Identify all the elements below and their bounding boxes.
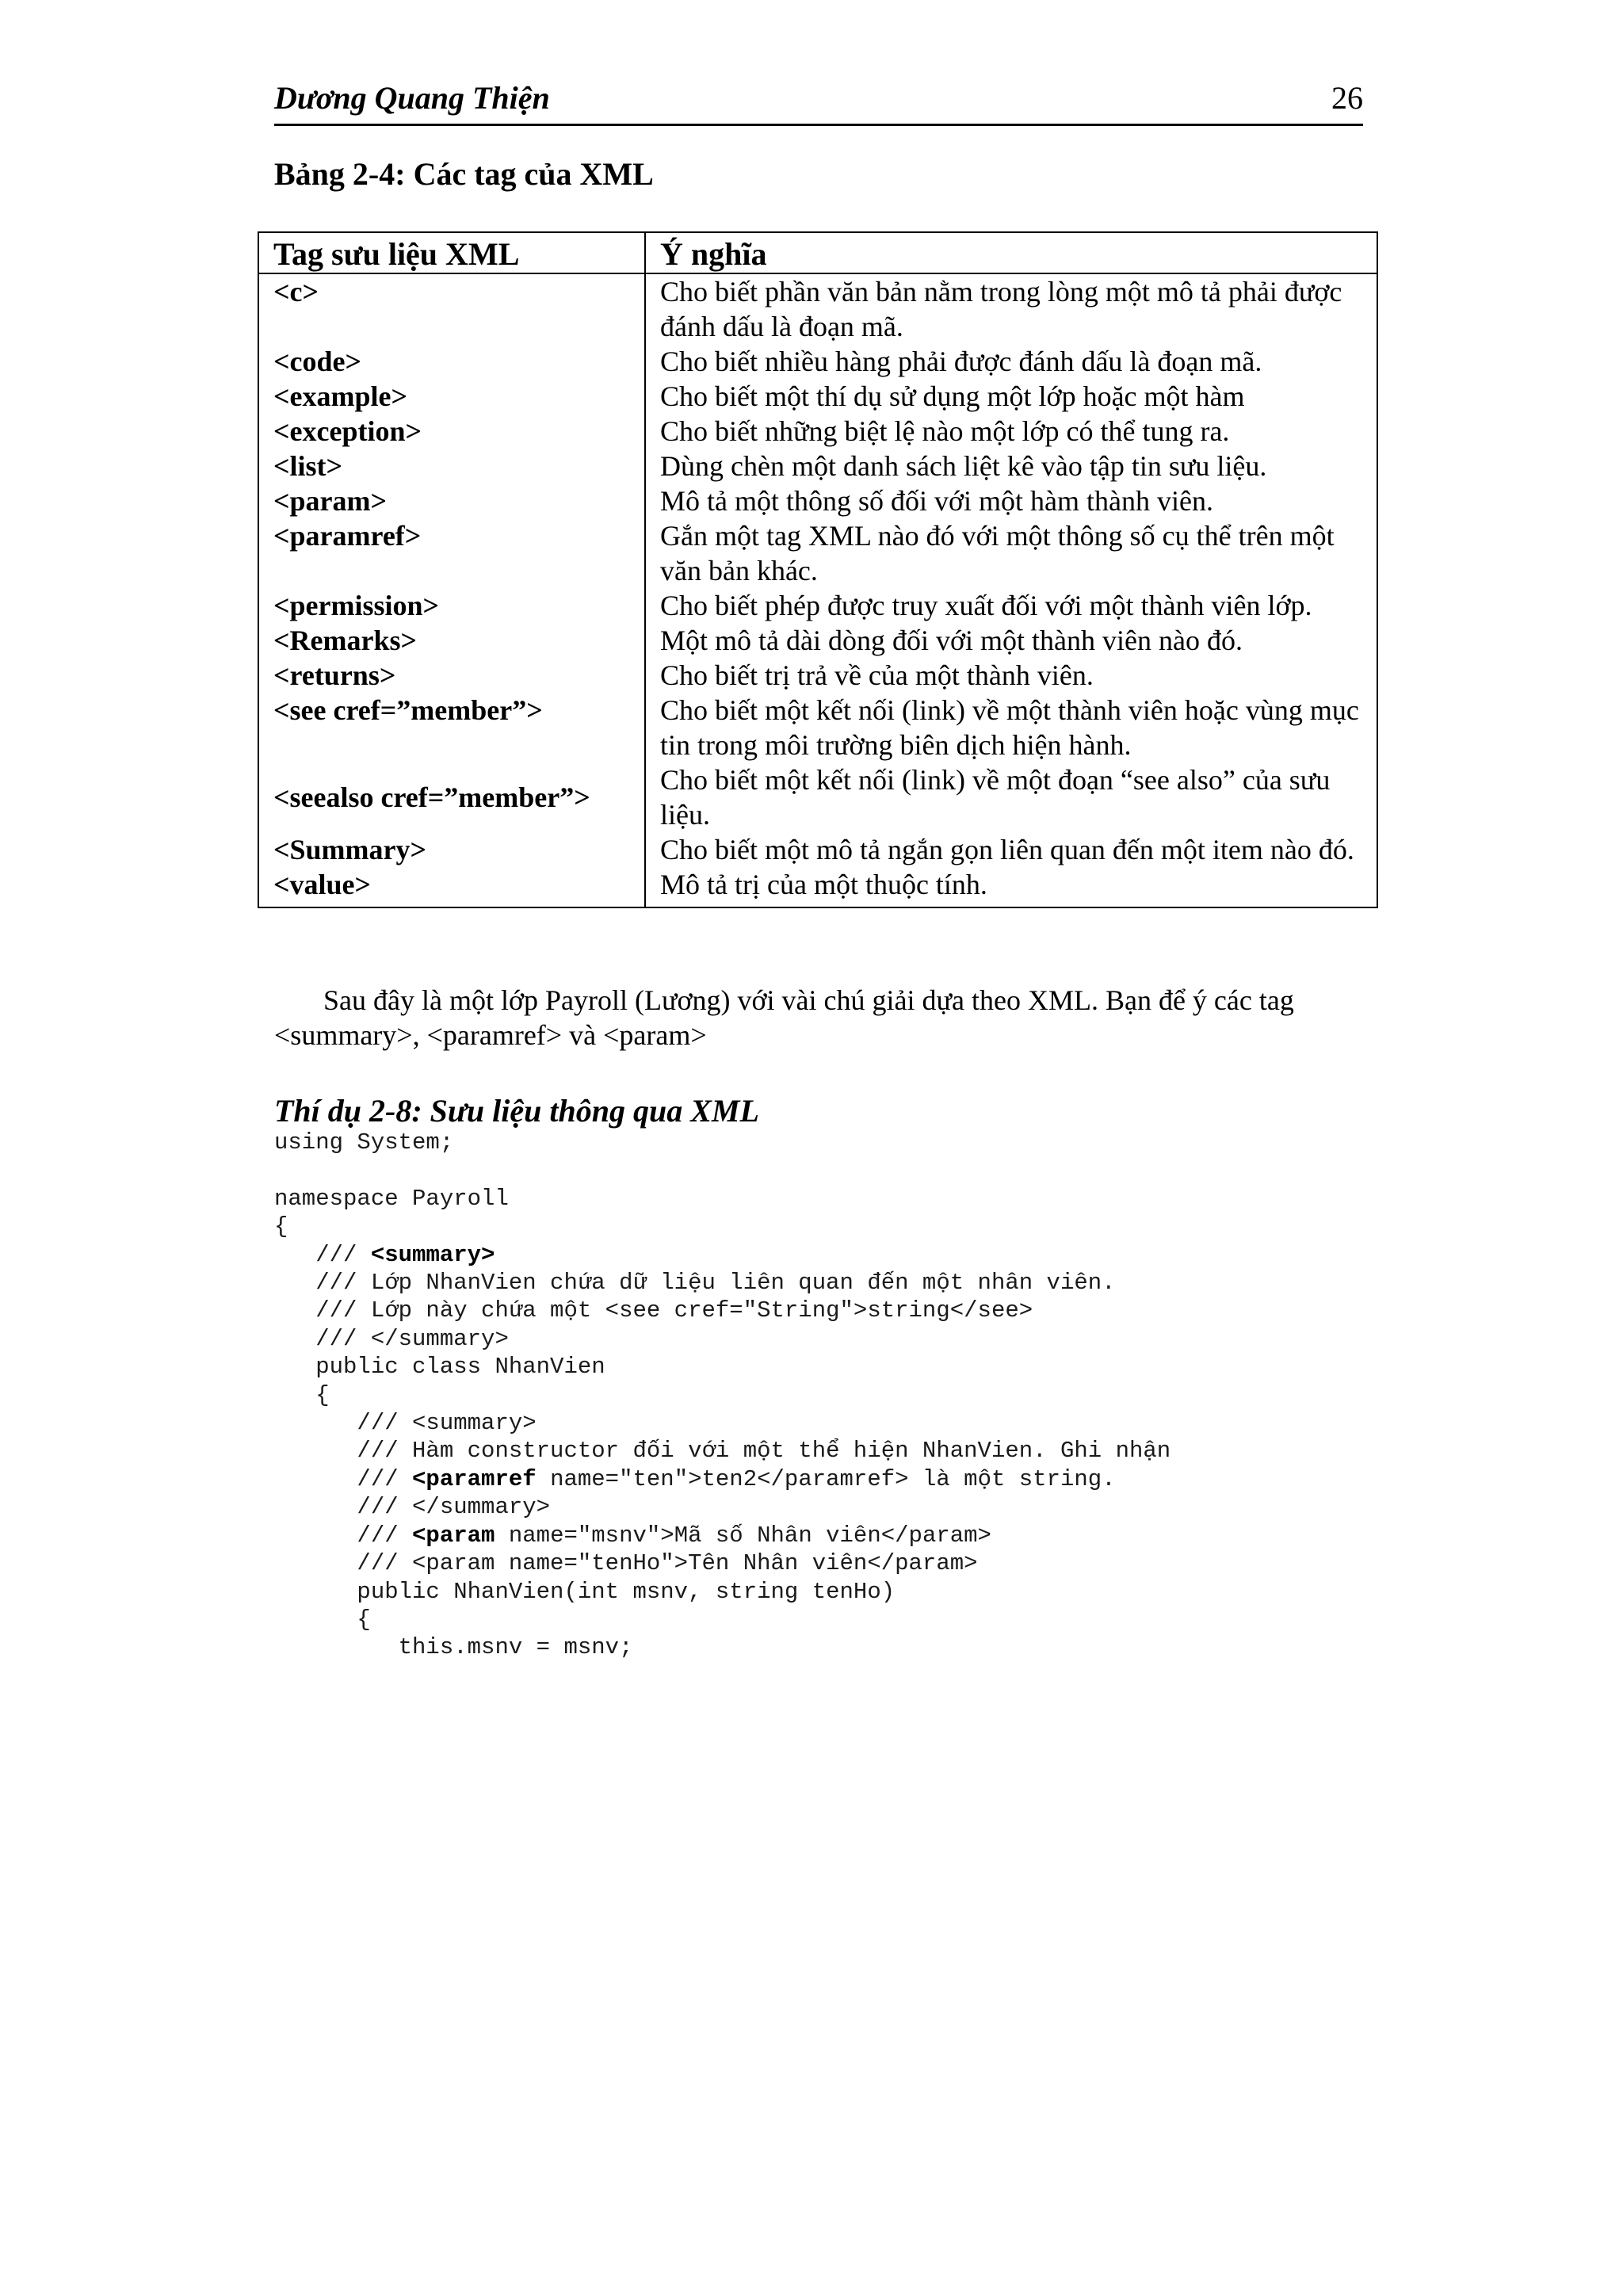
code-keyword: <summary>: [370, 1241, 495, 1268]
code-line: /// Lớp NhanVien chứa dữ liệu liên quan đến một nhân viên.: [274, 1270, 1116, 1297]
meaning-cell: Dùng chèn một danh sách liệt kê vào tập tin sưu liệu.: [645, 449, 1377, 483]
table-row: [258, 588, 1377, 623]
example-title: Thí dụ 2-8: Sưu liệu thông qua XML: [274, 1093, 759, 1129]
table-row: [258, 623, 1377, 658]
code-line: {: [274, 1213, 288, 1240]
table-row: [258, 658, 1377, 693]
meaning-cell: Cho biết một mô tả ngắn gọn liên quan đến một item nào đó.: [645, 832, 1377, 867]
tag-cell: <exception>: [258, 414, 645, 449]
table-row: [258, 867, 1377, 907]
tag-cell: <Summary>: [258, 832, 645, 867]
meaning-cell: Gắn một tag XML nào đó với một thông số cụ thể trên một văn bản khác.: [645, 518, 1377, 588]
table-row: [258, 518, 1377, 588]
tag-cell: <permission>: [258, 588, 645, 623]
table-row: [258, 449, 1377, 483]
code-line: namespace Payroll: [274, 1185, 509, 1212]
code-line: {: [274, 1381, 330, 1408]
code-line: this.msnv = msnv;: [274, 1634, 633, 1661]
meaning-cell: Mô tả trị của một thuộc tính.: [645, 867, 1377, 907]
table-header-row: [258, 232, 1377, 273]
table-row: [258, 693, 1377, 762]
meaning-cell: Cho biết những biệt lệ nào một lớp có thể tung ra.: [645, 414, 1377, 449]
table-row: [258, 344, 1377, 379]
code-line: /// <summary>: [274, 1410, 537, 1437]
table-title: Bảng 2-4: Các tag của XML: [274, 156, 654, 192]
meaning-cell: Cho biết trị trả về của một thành viên.: [645, 658, 1377, 693]
code-line: public class NhanVien: [274, 1354, 605, 1381]
meaning-cell: Cho biết phép được truy xuất đối với một thành viên lớp.: [645, 588, 1377, 623]
code-line: /// </summary>: [274, 1325, 509, 1352]
tag-cell: <c>: [258, 273, 645, 344]
meaning-cell: Cho biết một kết nối (link) về một đoạn “see also” của sưu liệu.: [645, 762, 1377, 832]
code-line: /// <summary>: [274, 1241, 495, 1268]
meaning-cell: Cho biết phần văn bản nằm trong lòng một mô tả phải được đánh dấu là đoạn mã.: [645, 273, 1377, 344]
code-line: public NhanVien(int msnv, string tenHo): [274, 1578, 896, 1605]
code-keyword: <param: [412, 1522, 495, 1549]
page-number: 26: [1331, 80, 1363, 116]
code-line: using System;: [274, 1129, 454, 1156]
code-line: /// <param name="tenHo">Tên Nhân viên</param>: [274, 1550, 978, 1577]
tag-cell: <param>: [258, 483, 645, 518]
code-line: {: [274, 1606, 371, 1633]
code-line: /// <param name="msnv">Mã số Nhân viên</param>: [274, 1522, 991, 1549]
tag-cell: <code>: [258, 344, 645, 379]
xml-tags-table: [258, 231, 1378, 908]
code-line: /// Hàm constructor đối với một thể hiện NhanVien. Ghi nhận: [274, 1438, 1171, 1465]
table-row: [258, 379, 1377, 414]
body-paragraph: Sau đây là một lớp Payroll (Lương) với vài chú giải dựa theo XML. Bạn để ý các tag <summary>, <paramref> và <param>: [274, 984, 1294, 1051]
code-line: /// </summary>: [274, 1494, 551, 1521]
code-line: /// Lớp này chứa một <see cref="String">string</see>: [274, 1297, 1033, 1324]
meaning-cell: Cho biết nhiều hàng phải được đánh dấu là đoạn mã.: [645, 344, 1377, 379]
column-header-tag: Tag sưu liệu XML: [258, 232, 645, 273]
tag-cell: <example>: [258, 379, 645, 414]
tag-cell: <see cref=”member”>: [258, 693, 645, 762]
table-row: [258, 762, 1377, 832]
table-row: [258, 273, 1377, 344]
tag-cell: <value>: [258, 867, 645, 907]
meaning-cell: Mô tả một thông số đối với một hàm thành viên.: [645, 483, 1377, 518]
column-header-meaning: Ý nghĩa: [645, 232, 1377, 273]
meaning-cell: Cho biết một thí dụ sử dụng một lớp hoặc một hàm: [645, 379, 1377, 414]
page-header: [274, 78, 1363, 126]
tag-cell: <Remarks>: [258, 623, 645, 658]
code-block: [274, 1129, 1170, 1662]
tag-cell: <list>: [258, 449, 645, 483]
meaning-cell: Một mô tả dài dòng đối với một thành viên nào đó.: [645, 623, 1377, 658]
tag-cell: <paramref>: [258, 518, 645, 588]
code-line: /// <paramref name="ten">ten2</paramref> là một string.: [274, 1465, 1116, 1492]
author-name: Dương Quang Thiện: [274, 80, 550, 116]
table-row: [258, 483, 1377, 518]
tag-cell: <seealso cref=”member”>: [258, 762, 645, 832]
table-row: [258, 832, 1377, 867]
code-keyword: <paramref: [412, 1465, 537, 1492]
meaning-cell: Cho biết một kết nối (link) về một thành viên hoặc vùng mục tin trong môi trường biên dịch hiện hành.: [645, 693, 1377, 762]
tag-cell: <returns>: [258, 658, 645, 693]
table-row: [258, 414, 1377, 449]
